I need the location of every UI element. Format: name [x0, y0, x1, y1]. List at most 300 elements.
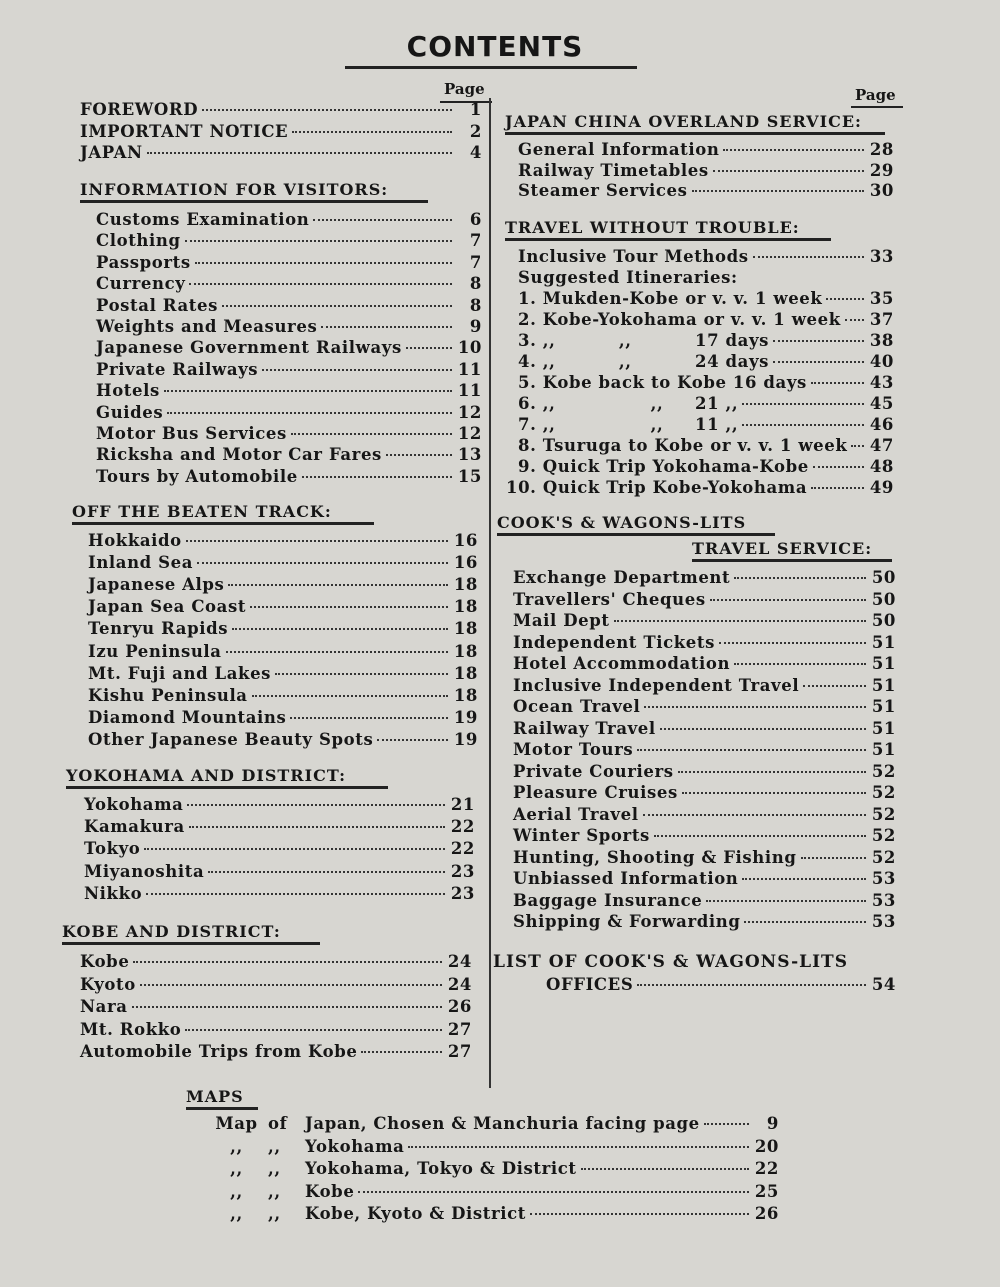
map-entry[interactable]: [205, 1182, 779, 1201]
toc-entry-page: 18: [453, 641, 478, 661]
dot-leader: [811, 487, 864, 489]
dot-leader: [275, 673, 448, 675]
toc-entry[interactable]: [88, 619, 478, 640]
toc-entry-page: 51: [871, 632, 896, 652]
map-col-1: ,,: [230, 1136, 243, 1156]
dot-leader: [813, 466, 864, 468]
dot-leader: [744, 921, 866, 923]
toc-entry[interactable]: [513, 611, 896, 632]
toc-entry[interactable]: [513, 719, 896, 740]
toc-entry-label: Ricksha and Motor Car Fares: [96, 445, 382, 465]
toc-entry[interactable]: [518, 161, 894, 182]
toc-entry-page: 35: [869, 289, 894, 308]
dot-leader: [133, 961, 442, 963]
toc-entry-page: 16: [453, 553, 478, 573]
toc-entry-label: 9. Quick Trip Yokohama-Kobe: [518, 457, 809, 476]
dot-leader: [377, 739, 448, 741]
dot-leader: [530, 1213, 749, 1215]
dot-leader: [262, 369, 452, 371]
map-entry-page: 26: [754, 1204, 779, 1224]
toc-entry-label: Kishu Peninsula: [88, 685, 248, 705]
toc-entry-label: Hotels: [96, 381, 160, 401]
dot-leader: [719, 642, 866, 644]
section-heading-underline: [692, 559, 892, 562]
toc-entry-page: 48: [869, 457, 894, 476]
toc-entry-page: 21: [450, 795, 475, 814]
section-heading-underline: [62, 942, 320, 945]
toc-entry-page: 27: [447, 1042, 472, 1061]
toc-entry[interactable]: [96, 360, 482, 381]
dot-leader: [637, 984, 866, 986]
toc-entry-label: Customs Examination: [96, 210, 310, 229]
dot-leader: [654, 835, 866, 837]
page-header-underline: [851, 106, 903, 108]
toc-entry[interactable]: [513, 805, 896, 826]
toc-entry-page: 47: [869, 436, 894, 455]
dot-leader: [581, 1168, 749, 1170]
toc-entry[interactable]: [88, 575, 478, 596]
toc-entry[interactable]: [513, 590, 896, 611]
toc-entry-label: Ocean Travel: [513, 697, 641, 716]
toc-entry-label: Steamer Services: [518, 181, 688, 200]
toc-entry[interactable]: [88, 531, 478, 552]
toc-entry-page: 2: [469, 122, 482, 141]
map-entry-label: Kobe: [305, 1181, 355, 1201]
toc-entry-page: 18: [453, 597, 478, 617]
dot-leader: [742, 878, 866, 880]
dot-leader: [753, 256, 864, 258]
toc-entry[interactable]: [96, 253, 482, 274]
dot-leader: [167, 412, 452, 414]
toc-entry[interactable]: [80, 1042, 472, 1063]
map-entry-page: 22: [754, 1159, 779, 1179]
toc-entry-page: 51: [871, 718, 896, 738]
toc-entry-page: 26: [447, 997, 472, 1016]
toc-entry-page: 51: [871, 675, 896, 695]
toc-entry-page: 23: [450, 861, 475, 881]
toc-entry-label: OFFICES: [546, 975, 634, 994]
toc-entry[interactable]: [96, 403, 482, 424]
dot-leader: [202, 109, 452, 111]
toc-entry-label: Winter Sports: [513, 826, 650, 845]
toc-entry-page: 22: [450, 817, 475, 837]
toc-entry-page: 18: [453, 663, 478, 683]
toc-entry-label: Hunting, Shooting & Fishing: [513, 847, 797, 867]
section-heading: MAPS: [186, 1087, 244, 1106]
map-col-1: ,,: [230, 1159, 243, 1179]
toc-entry[interactable]: [518, 457, 894, 478]
toc-entry[interactable]: [96, 381, 482, 402]
dot-leader: [292, 131, 452, 133]
toc-entry[interactable]: [513, 697, 896, 718]
dot-leader: [164, 390, 452, 392]
dot-leader: [660, 728, 866, 730]
toc-entry[interactable]: [518, 268, 894, 289]
toc-entry-offices[interactable]: [546, 975, 896, 996]
toc-entry[interactable]: [96, 231, 482, 252]
toc-entry[interactable]: [518, 140, 894, 161]
dot-leader: [826, 298, 864, 300]
section-heading: TRAVEL WITHOUT TROUBLE:: [505, 218, 800, 237]
toc-entry-label: Unbiassed Information: [513, 869, 739, 888]
toc-entry[interactable]: [84, 839, 475, 860]
toc-entry-label: Motor Bus Services: [96, 424, 287, 443]
toc-entry[interactable]: [96, 210, 482, 231]
toc-entry[interactable]: [518, 310, 894, 331]
toc-entry-page: 4: [469, 143, 482, 162]
toc-entry-page: 16: [453, 531, 478, 550]
section-heading: COOK'S & WAGONS-LITS: [497, 513, 747, 532]
dot-leader: [742, 403, 864, 405]
page-title: CONTENTS: [406, 30, 584, 63]
dot-leader: [232, 628, 448, 630]
toc-entry-page: 24: [447, 952, 472, 971]
toc-entry[interactable]: [513, 740, 896, 761]
toc-entry[interactable]: [513, 869, 896, 890]
toc-entry[interactable]: [518, 331, 894, 352]
toc-entry[interactable]: [84, 862, 475, 883]
toc-entry-page: 52: [871, 826, 896, 845]
map-col-1: ,,: [230, 1204, 243, 1224]
toc-entry[interactable]: [513, 826, 896, 847]
toc-entry-page: 19: [453, 729, 478, 749]
toc-entry-label: Inclusive Independent Travel: [513, 675, 800, 695]
toc-entry-page: 40: [869, 352, 894, 371]
toc-entry-page: 54: [871, 975, 896, 994]
toc-entry-label: Kamakura: [84, 817, 185, 837]
toc-entry-page: 51: [871, 740, 896, 759]
toc-entry[interactable]: [513, 783, 896, 804]
toc-entry[interactable]: [518, 436, 894, 457]
toc-entry-page: 52: [871, 761, 896, 781]
dot-leader: [408, 1146, 749, 1148]
toc-entry-label: IMPORTANT NOTICE: [80, 122, 289, 141]
toc-entry-page: 6: [469, 210, 482, 229]
toc-entry-page: 9: [469, 317, 482, 336]
dot-leader: [252, 695, 448, 697]
toc-entry-page: 24: [447, 974, 472, 994]
toc-entry-label: 8. Tsuruga to Kobe or v. v. 1 week: [518, 436, 848, 455]
toc-entry-label: Railway Timetables: [518, 160, 709, 180]
toc-entry[interactable]: [513, 891, 896, 912]
toc-entry[interactable]: [80, 975, 472, 996]
toc-entry-page: 46: [869, 415, 894, 434]
toc-entry[interactable]: [96, 445, 482, 466]
toc-entry-label: Private Couriers: [513, 761, 674, 781]
toc-entry-page: 53: [871, 869, 896, 888]
dot-leader: [704, 1123, 749, 1125]
toc-entry-page: 51: [871, 697, 896, 716]
dot-leader: [803, 685, 866, 687]
toc-entry[interactable]: [80, 143, 482, 164]
section-heading-underline: [505, 132, 885, 135]
dot-leader: [147, 152, 452, 154]
toc-entry-label: Mt. Rokko: [80, 1019, 182, 1039]
toc-entry-page: 53: [871, 912, 896, 931]
toc-entry-label: Other Japanese Beauty Spots: [88, 729, 374, 749]
toc-entry-label: Tokyo: [84, 839, 141, 859]
toc-entry-label: Izu Peninsula: [88, 641, 222, 661]
section-heading: TRAVEL SERVICE:: [692, 539, 873, 558]
dot-leader: [361, 1051, 442, 1053]
map-entry-label: Japan, Chosen & Manchuria facing page: [305, 1114, 700, 1133]
section-heading: INFORMATION FOR VISITORS:: [80, 180, 389, 199]
map-entry-label: Yokohama: [305, 1136, 405, 1156]
offices-heading: LIST OF COOK'S & WAGONS-LITS: [493, 952, 848, 972]
toc-entry-label: Independent Tickets: [513, 632, 716, 652]
dot-leader: [144, 848, 445, 850]
toc-entry-page: 23: [450, 883, 475, 903]
dot-leader: [406, 347, 452, 349]
toc-entry-page: 11: [457, 381, 482, 401]
toc-entry-label: Guides: [96, 402, 164, 422]
toc-entry[interactable]: [88, 708, 478, 729]
toc-entry-label: Miyanoshita: [84, 861, 205, 881]
dot-leader: [713, 170, 864, 172]
toc-entry-page: 1: [469, 100, 482, 119]
toc-entry[interactable]: [96, 296, 482, 317]
toc-entry[interactable]: [88, 553, 478, 574]
toc-entry-page: 10: [457, 338, 482, 358]
toc-entry[interactable]: [80, 952, 472, 973]
toc-entry-page: 53: [871, 890, 896, 910]
dot-leader: [226, 651, 448, 653]
dot-leader: [186, 540, 448, 542]
toc-entry[interactable]: [513, 633, 896, 654]
toc-entry-page: 51: [871, 654, 896, 673]
dot-leader: [773, 340, 864, 342]
toc-entry-page: 18: [453, 575, 478, 595]
dot-leader: [189, 826, 445, 828]
section-heading-underline: [497, 533, 775, 536]
toc-entry-label: General Information: [518, 140, 720, 159]
toc-entry-page: 45: [869, 394, 894, 413]
toc-entry[interactable]: [88, 730, 478, 751]
toc-entry-page: 12: [457, 424, 482, 443]
toc-entry[interactable]: [80, 1020, 472, 1041]
toc-entry-page: 12: [457, 402, 482, 422]
toc-entry[interactable]: [506, 478, 894, 499]
map-col-1: Map: [215, 1114, 258, 1133]
dot-leader: [643, 814, 866, 816]
dot-leader: [358, 1191, 749, 1193]
toc-entry-label: Postal Rates: [96, 295, 218, 315]
toc-entry-page: 33: [869, 247, 894, 266]
dot-leader: [773, 361, 864, 363]
toc-entry-page: 52: [871, 783, 896, 802]
toc-entry-page: 8: [469, 274, 482, 294]
toc-entry-label: Hokkaido: [88, 531, 182, 550]
toc-entry-page: 43: [869, 373, 894, 392]
toc-entry-page: 50: [871, 611, 896, 630]
toc-entry-label: Tours by Automobile: [96, 466, 298, 486]
page-column-header-left: Page: [444, 80, 485, 98]
section-heading-underline: [186, 1107, 258, 1110]
map-entry-label: Yokohama, Tokyo & District: [305, 1159, 577, 1179]
toc-entry[interactable]: [518, 415, 894, 436]
map-col-2: of: [268, 1114, 288, 1133]
dot-leader: [208, 871, 445, 873]
toc-entry-label: Automobile Trips from Kobe: [80, 1042, 358, 1061]
toc-entry[interactable]: [84, 795, 475, 816]
toc-entry-label: Aerial Travel: [513, 804, 639, 824]
toc-entry-page: 52: [871, 804, 896, 824]
toc-entry[interactable]: [84, 884, 475, 905]
toc-entry-label: Currency: [96, 274, 186, 294]
toc-entry[interactable]: [518, 373, 894, 394]
toc-entry[interactable]: [80, 100, 482, 121]
toc-entry[interactable]: [96, 467, 482, 488]
toc-entry[interactable]: [518, 289, 894, 310]
toc-entry-page: 19: [453, 707, 478, 727]
toc-entry[interactable]: [88, 597, 478, 618]
dot-leader: [291, 433, 452, 435]
toc-entry-label: Kyoto: [80, 974, 136, 994]
toc-entry-page: 13: [457, 445, 482, 465]
toc-entry-label: 5. Kobe back to Kobe 16 days: [518, 373, 807, 392]
toc-entry[interactable]: [513, 912, 896, 933]
toc-entry[interactable]: [513, 848, 896, 869]
dot-leader: [187, 804, 445, 806]
section-heading: YOKOHAMA AND DISTRICT:: [66, 766, 347, 785]
dot-leader: [801, 857, 867, 859]
toc-entry-page: 37: [869, 310, 894, 329]
section-heading-underline: [72, 522, 374, 525]
toc-entry-page: 52: [871, 847, 896, 867]
dot-leader: [222, 305, 452, 307]
toc-entry[interactable]: [518, 394, 894, 415]
toc-entry-label: 1. Mukden-Kobe or v. v. 1 week: [518, 289, 823, 308]
toc-entry-page: 7: [469, 231, 482, 251]
toc-entry-page: 49: [869, 478, 894, 497]
map-col-1: ,,: [230, 1181, 243, 1201]
toc-entry-label: Baggage Insurance: [513, 890, 703, 910]
toc-entry-label: Hotel Accommodation: [513, 654, 731, 673]
toc-entry-label: 2. Kobe-Yokohama or v. v. 1 week: [518, 310, 841, 329]
toc-entry[interactable]: [518, 352, 894, 373]
dot-leader: [723, 149, 864, 151]
toc-entry[interactable]: [88, 664, 478, 685]
toc-entry[interactable]: [518, 181, 894, 202]
toc-entry-label: 10. Quick Trip Kobe-Yokohama: [506, 478, 808, 497]
dot-leader: [386, 454, 452, 456]
dot-leader: [185, 240, 452, 242]
dot-leader: [302, 476, 452, 478]
section-heading-underline: [80, 200, 428, 203]
section-heading: OFF THE BEATEN TRACK:: [72, 502, 332, 521]
toc-entry[interactable]: [80, 997, 472, 1018]
dot-leader: [140, 984, 442, 986]
toc-entry-label: Inland Sea: [88, 553, 194, 573]
toc-entry-label: Motor Tours: [513, 740, 634, 759]
dot-leader: [146, 893, 445, 895]
dot-leader: [811, 382, 864, 384]
map-entry-page: 9: [766, 1114, 779, 1133]
dot-leader: [710, 599, 866, 601]
toc-entry[interactable]: [88, 686, 478, 707]
map-entry[interactable]: [205, 1159, 779, 1178]
section-heading-underline: [66, 786, 388, 789]
dot-leader: [197, 562, 448, 564]
toc-entry-page: 7: [469, 252, 482, 272]
toc-entry-label: Yokohama: [84, 795, 184, 814]
toc-entry-label: Kobe: [80, 952, 130, 971]
toc-entry-label: Railway Travel: [513, 718, 656, 738]
toc-entry-label: Nikko: [84, 883, 143, 903]
map-entry[interactable]: [205, 1114, 779, 1133]
page-column-header-right: Page: [855, 86, 896, 104]
map-entry[interactable]: [205, 1137, 779, 1156]
toc-entry-page: 50: [871, 568, 896, 587]
dot-leader: [692, 190, 864, 192]
toc-entry[interactable]: [518, 247, 894, 268]
dot-leader: [706, 900, 866, 902]
map-entry-label: Kobe, Kyoto & District: [305, 1204, 527, 1224]
toc-entry-label: Mail Dept: [513, 611, 610, 630]
dot-leader: [734, 577, 866, 579]
map-col-2: ,,: [268, 1204, 281, 1224]
dot-leader: [185, 1029, 442, 1031]
map-entry-page: 25: [754, 1181, 779, 1201]
toc-entry[interactable]: [513, 762, 896, 783]
toc-entry-label: Private Railways: [96, 359, 259, 379]
toc-entry-label: 6. ,, ,, 21 ,,: [518, 394, 739, 413]
section-heading: KOBE AND DISTRICT:: [62, 922, 281, 941]
toc-entry[interactable]: [513, 654, 896, 675]
toc-entry[interactable]: [513, 676, 896, 697]
toc-entry[interactable]: [96, 338, 482, 359]
map-col-2: ,,: [268, 1159, 281, 1179]
toc-entry-label: Inclusive Tour Methods: [518, 247, 749, 266]
dot-leader: [851, 445, 864, 447]
toc-entry-label: Pleasure Cruises: [513, 783, 678, 802]
toc-entry[interactable]: [96, 274, 482, 295]
dot-leader: [734, 663, 866, 665]
toc-entry[interactable]: [88, 642, 478, 663]
dot-leader: [644, 706, 866, 708]
toc-entry-page: 27: [447, 1019, 472, 1039]
toc-entry-label: Diamond Mountains: [88, 707, 287, 727]
map-entry[interactable]: [205, 1204, 779, 1223]
toc-entry-label: Travellers' Cheques: [513, 589, 706, 609]
toc-entry[interactable]: [96, 424, 482, 445]
section-heading: JAPAN CHINA OVERLAND SERVICE:: [505, 112, 862, 131]
dot-leader: [195, 262, 452, 264]
toc-entry-label: 4. ,, ,, 24 days: [518, 352, 770, 371]
dot-leader: [250, 606, 448, 608]
map-col-2: ,,: [268, 1181, 281, 1201]
title-underline: [345, 66, 637, 69]
toc-entry-label: Japanese Alps: [88, 575, 225, 595]
toc-entry[interactable]: [84, 817, 475, 838]
toc-entry-label: JAPAN: [80, 143, 143, 162]
toc-entry[interactable]: [80, 122, 482, 143]
toc-entry-page: 28: [869, 140, 894, 159]
toc-entry-label: Nara: [80, 997, 128, 1016]
toc-entry-page: 11: [457, 359, 482, 379]
toc-entry-page: 18: [453, 685, 478, 705]
toc-entry[interactable]: [513, 568, 896, 589]
toc-entry-label: Japanese Government Railways: [96, 338, 402, 358]
toc-entry[interactable]: [96, 317, 482, 338]
dot-leader: [678, 771, 866, 773]
toc-entry-page: 38: [869, 331, 894, 350]
dot-leader: [682, 792, 866, 794]
dot-leader: [189, 283, 452, 285]
dot-leader: [637, 749, 866, 751]
toc-entry-page: 50: [871, 589, 896, 609]
toc-entry-page: 8: [469, 295, 482, 315]
